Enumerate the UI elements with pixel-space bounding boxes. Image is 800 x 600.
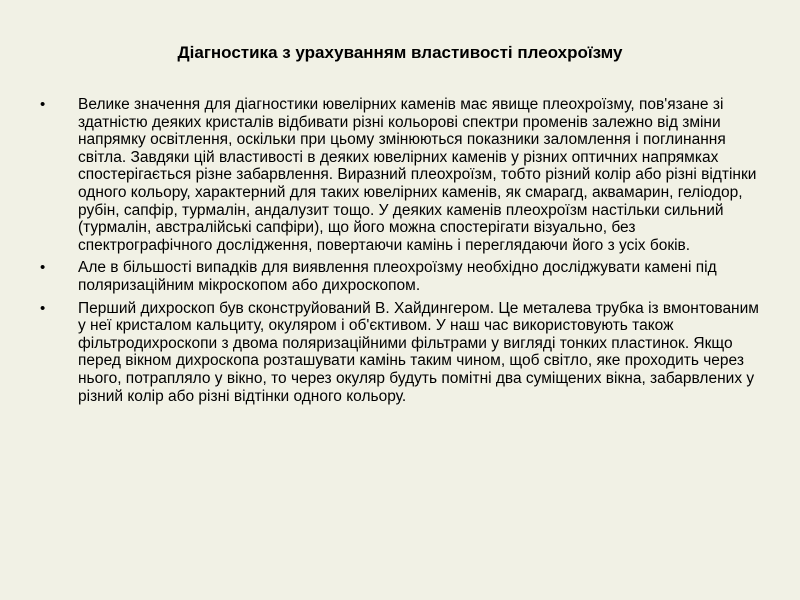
bullet-text: Велике значення для діагностики ювелірних каменів має явище плеохроїзму, пов'язане зі здатністю деяких кристалів відбивати різні кольорові спектри променів залежно від зміни напрямку освітлення, оскільки при цьому змінюються показники заломлення і поглинання світла. Завдяки цій властивості в деяких ювелірних каменів у різних оптичних напрямках спостерігається різне забарвлення. Виразний плеохроїзм, тобто різний колір або різні відтінки одного кольору, характерний для таких ювелірних каменів, як смарагд, аквамарин, геліодор, рубін, сапфір, турмалін, андалузит тощо. У деяких каменів плеохроїзм настільки сильний (турмалін, австралійські сапфіри), що його можна спостерігати візуально, без спектрографічного дослідження, повертаючи камінь і переглядаючи його з усіх боків. [78,96,757,254]
bullet-list [40,96,760,410]
bullet-item [40,300,760,406]
bullet-point-icon: • [40,259,46,277]
bullet-point-icon: • [40,299,46,317]
bullet-item [40,259,760,294]
bullet-item [40,96,760,254]
slide-title: Діагностика з урахуванням властивості плеохроїзму [177,43,623,62]
bullet-text: Але в більшості випадків для виявлення плеохроїзму необхідно досліджувати камені під поляризаційним мікроскопом або дихроскопом. [78,259,717,294]
bullet-point-icon: • [40,96,46,113]
bullet-text: Перший дихроскоп був сконструйований В. Хайдингером. Це металева трубка із вмонтованим у неї кристалом кальциту, окуляром і об'єктивом. У наш час використовують також фільтродихроскопи з двома поляризаційними фільтрами у вигляді тонких пластинок. Якщо перед вікном дихроскопа розташувати камінь таким чином, щоб світло, яке проходить через нього, потрапляло у вікно, то через окуляр будуть помітні два суміщених вікна, забарвлених у різний колір або різні відтінки одного кольору. [78,299,759,405]
